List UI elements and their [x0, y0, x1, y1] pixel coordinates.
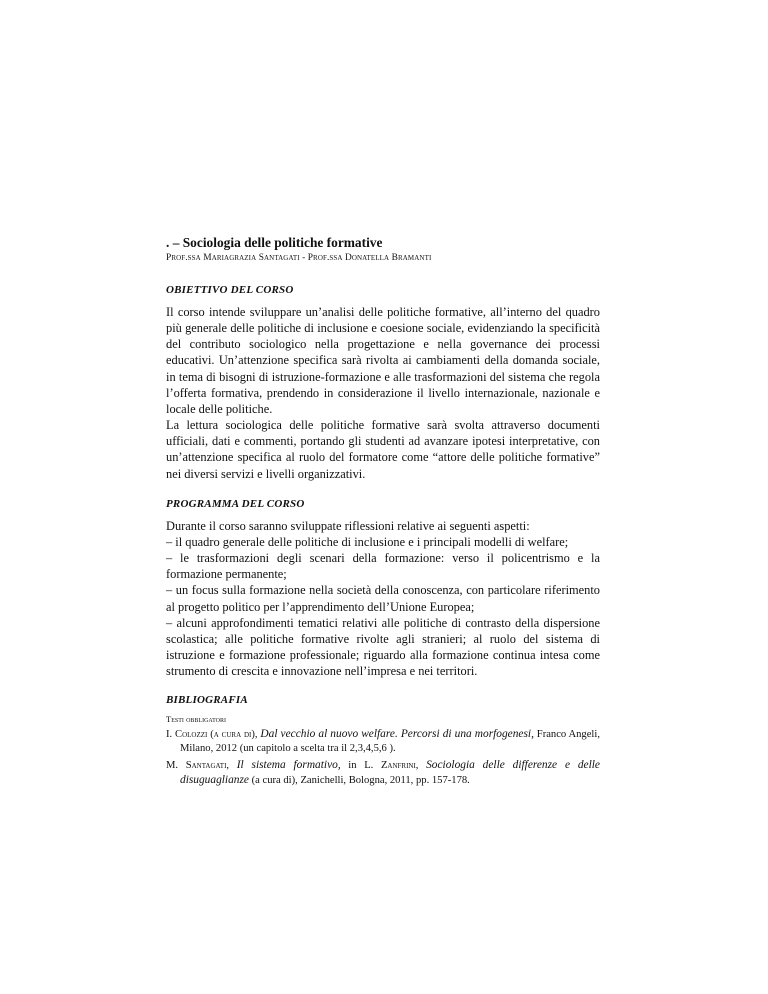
bibliography-entry	[166, 758, 600, 788]
program-item: – il quadro generale delle politiche di inclusione e i principali modelli di welfare;	[166, 534, 569, 549]
objective-heading: OBIETTIVO DEL CORSO	[166, 284, 294, 296]
bib-title: Il sistema formativo,	[236, 759, 341, 772]
bib-title: Sociologia delle differenze e delle disuguaglianze	[180, 759, 600, 787]
objective-paragraph-1: Il corso intende sviluppare un’analisi delle politiche formative, all’interno del quadro più generale delle politiche di inclusione e coesione sociale, evidenziando la specificità del contributo sociologico nella progettazione e nella governance dei processi educativi. Un’attenzione specifica sarà rivolta ai cambiamenti della domanda sociale, in tema di bisogni di istruzione-formazione e alle trasformazioni del sistema che regola l’offerta formativa, prendendo in considerazione il livello internazionale, nazionale e locale delle politiche.	[166, 305, 600, 416]
bib-connector: in	[340, 760, 365, 772]
objective-paragraph-2: La lettura sociologica delle politiche formative sarà svolta attraverso documenti ufficiali, dati e commenti, portando gli studenti ad avanzare ipotesi interpretative, con un’attenzione specifica al ruolo del formatore come “attore delle politiche formative” nei diversi servizi e livelli organizzativi.	[166, 418, 600, 481]
bib-details: Franco Angeli, Milano, 2012 (un capitolo a scelta tra il 2,3,4,5,6 ).	[180, 729, 600, 755]
course-title: . – Sociologia delle politiche formative	[166, 235, 383, 250]
bibliography-entry	[166, 727, 600, 756]
bibliography-subheading: Testi obbligatori	[166, 714, 226, 725]
bibliography-heading: BIBLIOGRAFIA	[166, 694, 248, 707]
program-intro: Durante il corso saranno sviluppate riflessioni relative ai seguenti aspetti:	[166, 518, 530, 533]
program-item: – le trasformazioni degli scenari della formazione: verso il policentrismo e la formazione permanente;	[166, 551, 600, 582]
bib-author: M. Santagati,	[166, 760, 230, 772]
bib-details: (a cura di), Zanichelli, Bologna, 2011, pp. 157-178.	[248, 775, 470, 787]
bib-editor: L. Zanfrini,	[364, 760, 419, 772]
course-professors: Prof.ssa Mariagrazia Santagati - Prof.ssa Donatella Bramanti	[166, 253, 432, 263]
program-item: – alcuni approfondimenti tematici relativi alle politiche di contrasto della dispersione scolastica; alle politiche formative rivolte agli stranieri; al ruolo del sistema di istruzione e formazione professionale; riguardo alla formazione continua intesa come strumento di crescita e innovazione nell’impresa e nei territori.	[166, 615, 600, 679]
bib-title: Dal vecchio al nuovo welfare. Percorsi di una morfogenesi,	[260, 728, 534, 741]
course-description	[166, 235, 600, 788]
bib-author: I. Colozzi (a cura di),	[166, 729, 258, 741]
program-heading: PROGRAMMA DEL CORSO	[166, 497, 305, 510]
program-item: – un focus sulla formazione nella società della conoscenza, con particolare riferimento al progetto politico per l’apprendimento dell’Unione Europea;	[166, 583, 600, 614]
